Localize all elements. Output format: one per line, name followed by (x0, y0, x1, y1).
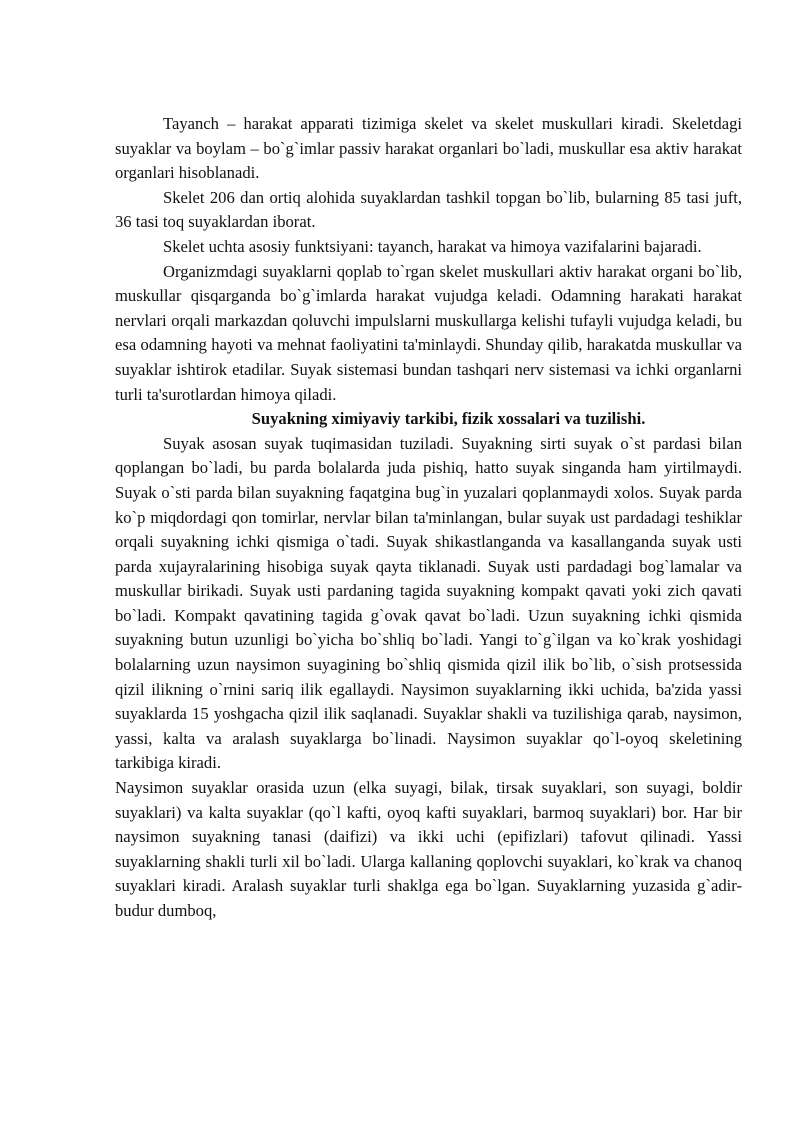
paragraph-bone-count: Skelet 206 dan ortiq alohida suyaklardan tashkil topgan bo`lib, bularning 85 tasi juft, 36 tasi toq suyaklardan iborat. (115, 187, 742, 232)
section-heading: Suyakning ximiyaviy tarkibi, fizik xossalari va tuzilishi. (251, 409, 646, 429)
paragraph-bone-structure: Suyak asosan suyak tuqimasidan tuziladi. Suyakning sirti suyak o`st pardasi bilan qoplangan bo`ladi, bu parda bolalarda juda pishiq, hatto suyak singanda ham yirtilmaydi. Suyak o`sti parda bilan suyakning faqatgina bug`in yuzalari qoplanmaydi xolos. Suyak parda ko`p miqdordagi qon tomirlar, nervlar bilan ta'minlangan, bular suyak ust pardadagi teshiklar orqali suyakning ichki qismiga o`tadi. Suyak shikastlanganda va kasallanganda suyak usti parda xujayralarining hisobiga suyak qayta tiklanadi. Suyak usti pardadagi bog`lamalar va muskullar birikadi. Suyak usti pardaning tagida suyakning kompakt qavati yoki zich qavati bo`ladi. Kompakt qavatining tagida g`ovak qavat bo`ladi. Uzun suyakning ichki qismida suyakning butun uzunligi bo`yicha bo`shliq bo`ladi. Yangi to`g`ilgan va ko`krak yoshidagi bolalarning uzun naysimon suyagining bo`shliq qismida qizil ilik bo`lib, o`sish protsessida qizil ilikning o`rnini sariq ilik egallaydi. Naysimon suyaklarning ikki uchida, ba'zida yassi suyaklarda 15 yoshgacha qizil ilik saqlanadi. Suyaklar shakli va tuzilishiga qarab, naysimon, yassi, kalta va aralash suyaklarga bo`linadi. Naysimon suyaklar qo`l-oyoq skeletining tarkibiga kiradi. (115, 433, 742, 773)
paragraph-skeleton-functions: Skelet uchta asosiy funktsiyani: tayanch, harakat va himoya vazifalarini bajaradi. (163, 236, 702, 256)
paragraph-muscles: Organizmdagi suyaklarni qoplab to`rgan skelet muskullari aktiv harakat organi bo`lib, muskullar qisqarganda bo`g`imlarda harakat vujudga keladi. Odamning harakati harakat nervlari orqali markazdan qoluvchi impulslarni muskullarga kelishi tufayli vujudga keladi, bu esa odamning hayoti va mehnat faoliyatini ta'minlaydi. Shunday qilib, harakatda muskullar va suyaklar ishtirok etadilar. Suyak sistemasi bundan tashqari nerv sistemasi va ichki organlarni turli ta'surotlardan himoya qiladi. (115, 261, 742, 404)
paragraph-skeleton-intro: Tayanch – harakat apparati tizimiga skelet va skelet muskullari kiradi. Skeletdagi suyaklar va boylam – bo`g`imlar passiv harakat organlari bo`ladi, muskullar esa aktiv harakat organlari hisoblanadi. (115, 114, 742, 183)
paragraph-bone-types: Naysimon suyaklar orasida uzun (elka suyagi, bilak, tirsak suyaklari, son suyagi, boldir suyaklari) va kalta suyaklar (qo`l kafti, oyoq kafti suyaklari, barmoq suyaklari) bor. Har bir naysimon suyakning tanasi (daifizi) va ikki uchi (epifizlari) tafovut qilinadi. Yassi suyaklarning shakli turli xil bo`ladi. Ularga kallaning qoplovchi suyaklari, ko`krak va chanoq suyaklari kiradi. Aralash suyaklar turli shaklga ega bo`lgan. Suyaklarning yuzasida g`adir-budur dumboq, (115, 778, 742, 920)
